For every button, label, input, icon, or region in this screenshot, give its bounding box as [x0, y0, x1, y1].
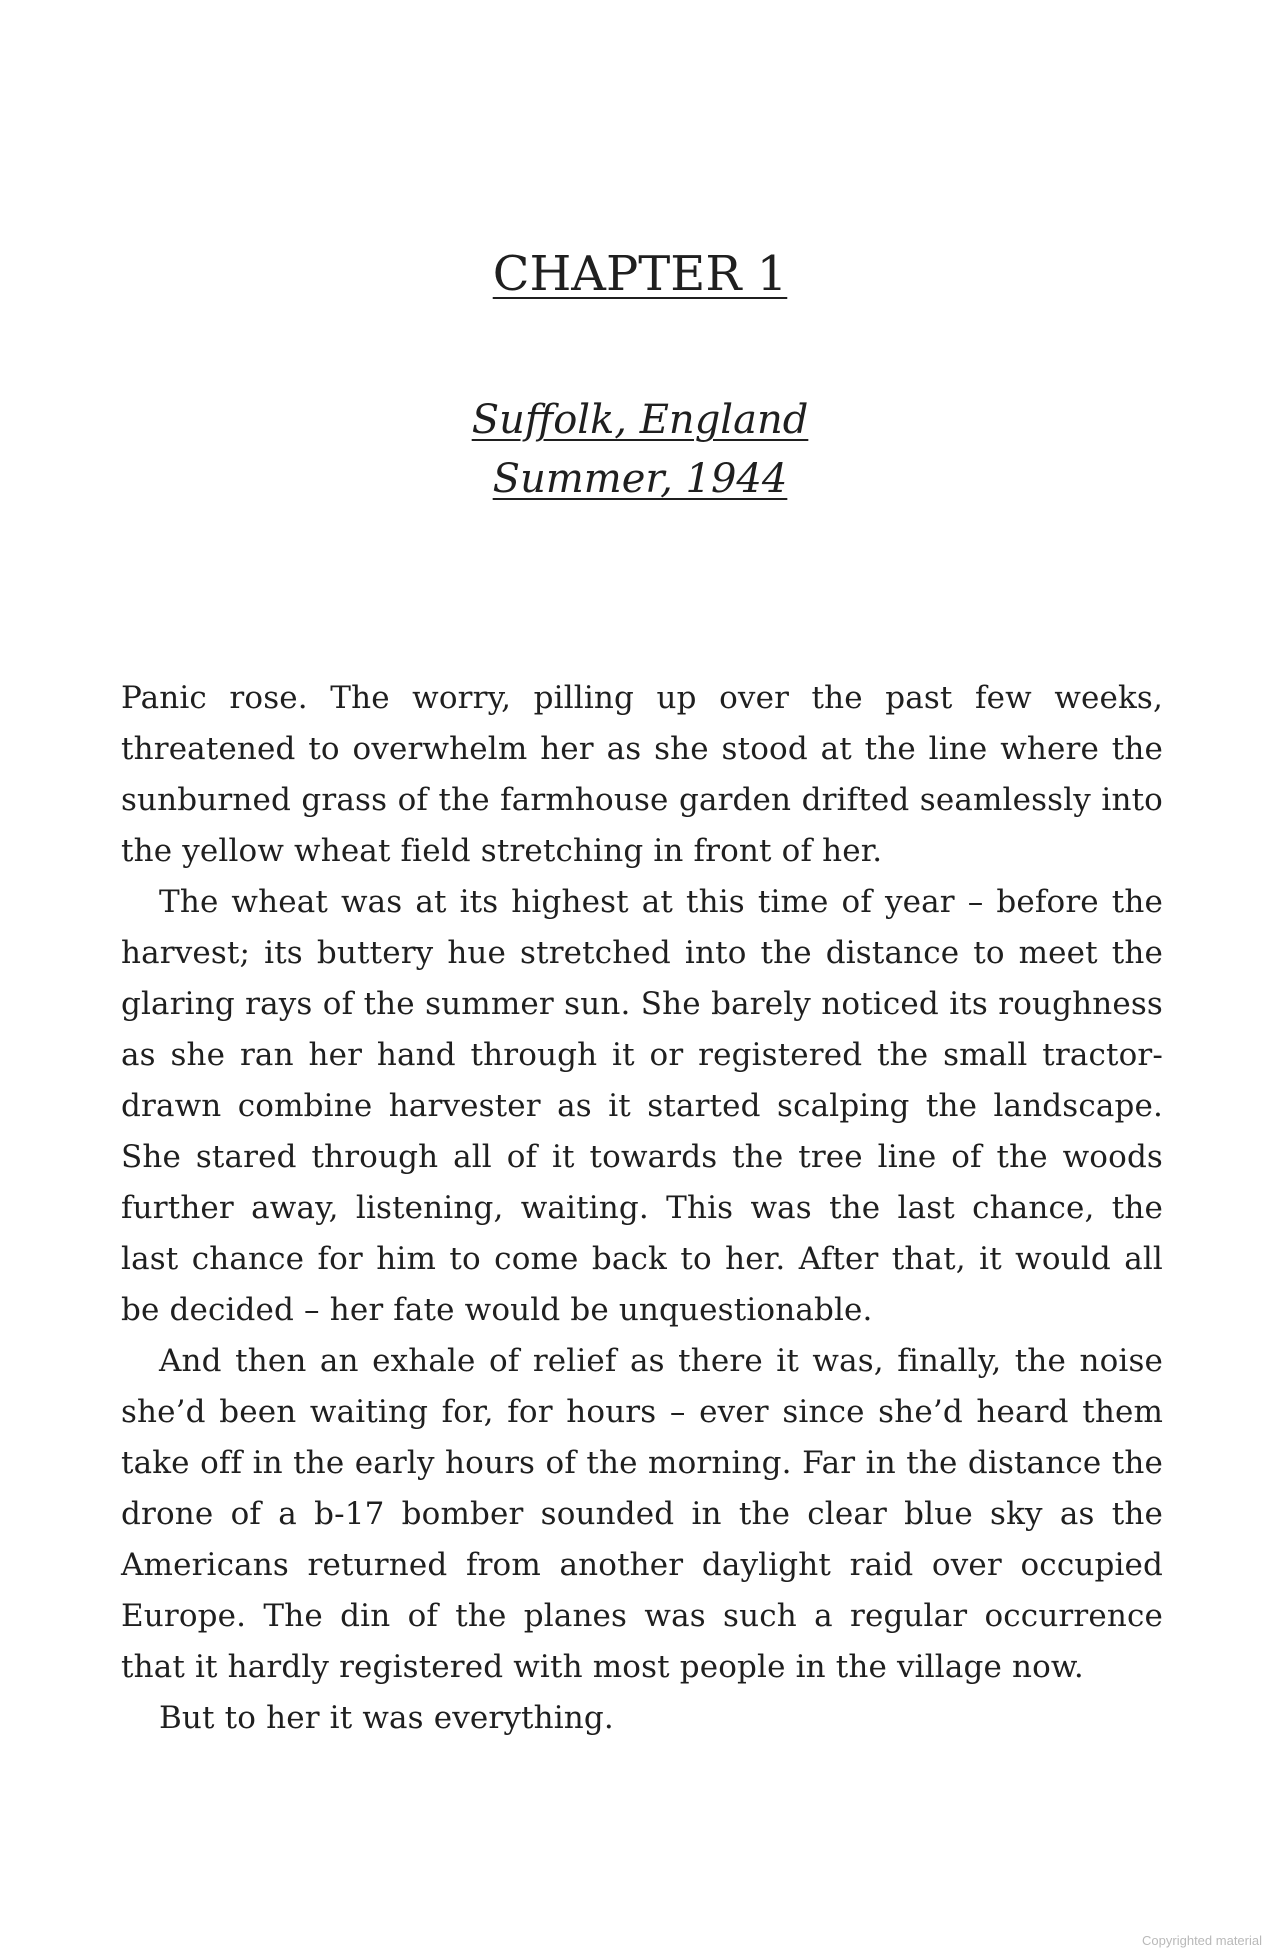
paragraph-4: But to her it was everything.: [159, 1700, 614, 1736]
setting-date-line: [0, 453, 1280, 505]
setting-date: Summer, 1944: [492, 456, 788, 502]
setting-place-line: [0, 394, 1280, 446]
chapter-body: [121, 673, 1163, 1744]
paragraph-1: Panic rose. The worry, pilling up over the past few weeks, threatened to overwhelm her as she stood at the line where the sunburned grass of the farmhouse garden drifted seamlessly into the yellow wheat field stretching in front of her.: [121, 680, 1163, 869]
chapter-heading: [0, 244, 1280, 304]
paragraph-2: The wheat was at its highest at this time of year – before the harvest; its buttery hue stretched into the distance to meet the glaring rays of the summer sun. She barely noticed its roughness as she ran her hand through it or registered the small tractor-drawn combine harvester as it started scalping the landscape. She stared through all of it towards the tree line of the woods further away, listening, waiting. This was the last chance, the last chance for him to come back to her. After that, it would all be decided – her fate would be unquestionable.: [121, 884, 1163, 1328]
chapter-title: CHAPTER 1: [492, 246, 788, 302]
paragraph-3: And then an exhale of relief as there it was, finally, the noise she’d been waiting for, for hours – ever since she’d heard them take off in the early hours of the morning. Far in the distance the drone of a b-17 bomber sounded in the clear blue sky as the Americans returned from another daylight raid over occupied Europe. The din of the planes was such a regular occurrence that it hardly registered with most people in the village now.: [121, 1343, 1163, 1685]
copyright-notice: Copyrighted material: [1142, 1933, 1262, 1948]
setting-place: Suffolk, England: [471, 397, 809, 443]
